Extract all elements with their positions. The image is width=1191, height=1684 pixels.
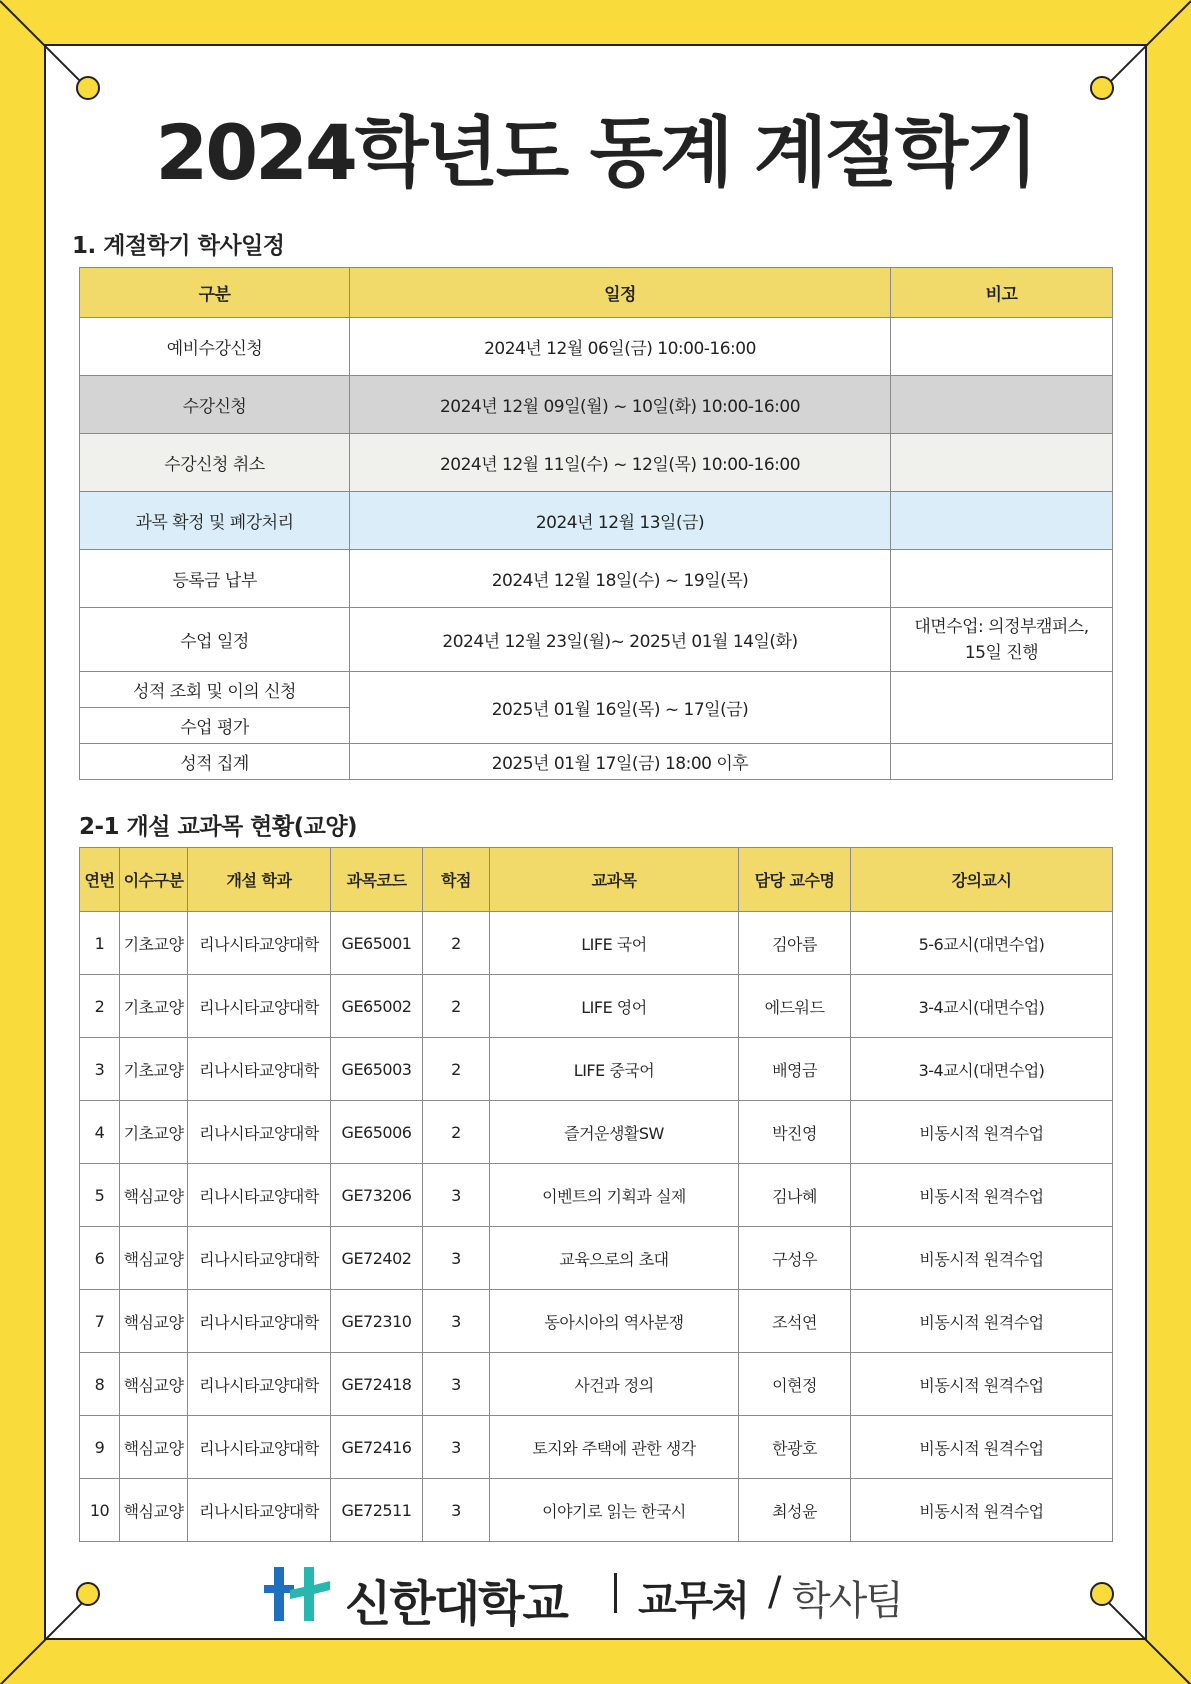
course-code: GE65006 [331,1101,423,1164]
course-dept: 리나시타교양대학 [188,1227,331,1290]
schedule-category: 수강신청 취소 [80,434,350,492]
course-professor: 배영금 [739,1038,851,1101]
schedule-note [891,550,1113,608]
course-period: 비동시적 원격수업 [851,1416,1113,1479]
course-header-row [80,848,1113,912]
course-row [80,975,1113,1038]
course-no: 4 [80,1101,120,1164]
course-professor: 에드워드 [739,975,851,1038]
section-heading-schedule: 1. 계절학기 학사일정 [72,233,285,259]
course-period: 5-6교시(대면수업) [851,912,1113,975]
schedule-category: 예비수강신청 [80,318,350,376]
schedule-note-line: 대면수업: 의정부캠퍼스, [914,616,1089,637]
course-type: 핵심교양 [120,1416,188,1479]
course-credits: 2 [423,975,490,1038]
schedule-date: 2025년 01월 17일(금) 18:00 이후 [350,744,891,780]
course-dept: 리나시타교양대학 [188,1038,331,1101]
course-no: 8 [80,1353,120,1416]
footer [0,1557,1191,1632]
course-type: 핵심교양 [120,1164,188,1227]
course-professor: 조석연 [739,1290,851,1353]
course-table [79,847,1113,1542]
course-period: 비동시적 원격수업 [851,1290,1113,1353]
section-heading-courses: 2-1 개설 교과목 현황(교양) [79,814,358,840]
course-type: 기초교양 [120,912,188,975]
course-row [80,1227,1113,1290]
course-header-professor: 담당 교수명 [739,848,851,912]
course-code: GE73206 [331,1164,423,1227]
schedule-header-row [80,268,1113,318]
course-title: 토지와 주택에 관한 생각 [490,1416,739,1479]
course-dept: 리나시타교양대학 [188,1164,331,1227]
schedule-table [79,267,1113,780]
schedule-header-date: 일정 [350,268,891,318]
course-title: 이벤트의 기획과 실제 [490,1164,739,1227]
schedule-note [891,376,1113,434]
course-code: GE72310 [331,1290,423,1353]
footer-slash: / [768,1569,780,1615]
course-credits: 2 [423,1101,490,1164]
course-dept: 리나시타교양대학 [188,1416,331,1479]
course-no: 6 [80,1227,120,1290]
course-type: 핵심교양 [120,1290,188,1353]
schedule-header-note: 비고 [891,268,1113,318]
footer-office: 교무처 [638,1578,748,1624]
course-row [80,1416,1113,1479]
schedule-row [80,492,1113,550]
course-dept: 리나시타교양대학 [188,1290,331,1353]
course-credits: 2 [423,912,490,975]
course-type: 기초교양 [120,1101,188,1164]
schedule-date: 2024년 12월 06일(금) 10:00-16:00 [350,318,891,376]
schedule-category: 등록금 납부 [80,550,350,608]
course-professor: 김아름 [739,912,851,975]
schedule-category: 수업 평가 [80,708,350,744]
schedule-date: 2024년 12월 11일(수) ~ 12일(목) 10:00-16:00 [350,434,891,492]
course-row [80,912,1113,975]
schedule-note [891,318,1113,376]
course-period: 3-4교시(대면수업) [851,1038,1113,1101]
course-header-credits: 학점 [423,848,490,912]
course-period: 3-4교시(대면수업) [851,975,1113,1038]
course-professor: 김나혜 [739,1164,851,1227]
course-credits: 3 [423,1479,490,1542]
schedule-date: 2025년 01월 16일(목) ~ 17일(금) [350,672,891,744]
footer-divider [614,1573,617,1613]
course-row [80,1038,1113,1101]
course-title: LIFE 영어 [490,975,739,1038]
schedule-category: 성적 집계 [80,744,350,780]
schedule-note-line: 15일 진행 [964,642,1039,663]
course-no: 7 [80,1290,120,1353]
schedule-note [891,672,1113,744]
schedule-row [80,550,1113,608]
schedule-row [80,744,1113,780]
university-logo-icon [264,1563,330,1621]
course-code: GE65003 [331,1038,423,1101]
course-period: 비동시적 원격수업 [851,1353,1113,1416]
course-professor: 구성우 [739,1227,851,1290]
course-credits: 3 [423,1416,490,1479]
schedule-category: 과목 확정 및 폐강처리 [80,492,350,550]
course-row [80,1290,1113,1353]
course-no: 3 [80,1038,120,1101]
course-dept: 리나시타교양대학 [188,1353,331,1416]
course-no: 9 [80,1416,120,1479]
course-no: 10 [80,1479,120,1542]
course-no: 5 [80,1164,120,1227]
schedule-category: 성적 조회 및 이의 신청 [80,672,350,708]
course-title: 즐거운생활SW [490,1101,739,1164]
schedule-date: 2024년 12월 23일(월)~ 2025년 01월 14일(화) [350,608,891,672]
course-type: 기초교양 [120,1038,188,1101]
course-type: 핵심교양 [120,1479,188,1542]
schedule-note [891,434,1113,492]
course-dept: 리나시타교양대학 [188,1101,331,1164]
course-row [80,1353,1113,1416]
course-header-type: 이수구분 [120,848,188,912]
course-code: GE65002 [331,975,423,1038]
course-credits: 3 [423,1227,490,1290]
course-credits: 3 [423,1164,490,1227]
schedule-category: 수강신청 [80,376,350,434]
course-dept: 리나시타교양대학 [188,975,331,1038]
course-dept: 리나시타교양대학 [188,1479,331,1542]
course-header-title: 교과목 [490,848,739,912]
course-row [80,1164,1113,1227]
course-type: 핵심교양 [120,1227,188,1290]
course-title: 이야기로 읽는 한국시 [490,1479,739,1542]
course-period: 비동시적 원격수업 [851,1227,1113,1290]
schedule-note [891,492,1113,550]
course-professor: 이현정 [739,1353,851,1416]
course-credits: 3 [423,1290,490,1353]
course-code: GE72402 [331,1227,423,1290]
course-code: GE65001 [331,912,423,975]
course-title: LIFE 중국어 [490,1038,739,1101]
footer-team: 학사팀 [792,1578,902,1624]
schedule-date: 2024년 12월 09일(월) ~ 10일(화) 10:00-16:00 [350,376,891,434]
course-title: 교육으로의 초대 [490,1227,739,1290]
schedule-row [80,672,1113,708]
schedule-row [80,376,1113,434]
course-header-code: 과목코드 [331,848,423,912]
schedule-header-category: 구분 [80,268,350,318]
course-credits: 2 [423,1038,490,1101]
course-professor: 한광호 [739,1416,851,1479]
course-period: 비동시적 원격수업 [851,1479,1113,1542]
course-header-dept: 개설 학과 [188,848,331,912]
course-table-body [80,912,1113,1542]
course-type: 핵심교양 [120,1353,188,1416]
schedule-row [80,434,1113,492]
course-title: 동아시아의 역사분쟁 [490,1290,739,1353]
course-title: 사건과 정의 [490,1353,739,1416]
schedule-row [80,318,1113,376]
page-title: 2024학년도 동계 계절학기 [155,108,1036,197]
course-type: 기초교양 [120,975,188,1038]
course-code: GE72418 [331,1353,423,1416]
course-header-no: 연번 [80,848,120,912]
course-code: GE72511 [331,1479,423,1542]
schedule-note [891,608,1113,672]
schedule-date: 2024년 12월 18일(수) ~ 19일(목) [350,550,891,608]
schedule-category: 수업 일정 [80,608,350,672]
course-dept: 리나시타교양대학 [188,912,331,975]
course-row [80,1479,1113,1542]
course-no: 1 [80,912,120,975]
course-no: 2 [80,975,120,1038]
course-header-period: 강의교시 [851,848,1113,912]
footer-university-name: 신한대학교 [345,1576,567,1632]
schedule-row [80,608,1113,672]
course-professor: 최성윤 [739,1479,851,1542]
course-row [80,1101,1113,1164]
course-period: 비동시적 원격수업 [851,1164,1113,1227]
schedule-date: 2024년 12월 13일(금) [350,492,891,550]
schedule-note [891,744,1113,780]
course-code: GE72416 [331,1416,423,1479]
course-title: LIFE 국어 [490,912,739,975]
course-credits: 3 [423,1353,490,1416]
course-professor: 박진영 [739,1101,851,1164]
course-period: 비동시적 원격수업 [851,1101,1113,1164]
